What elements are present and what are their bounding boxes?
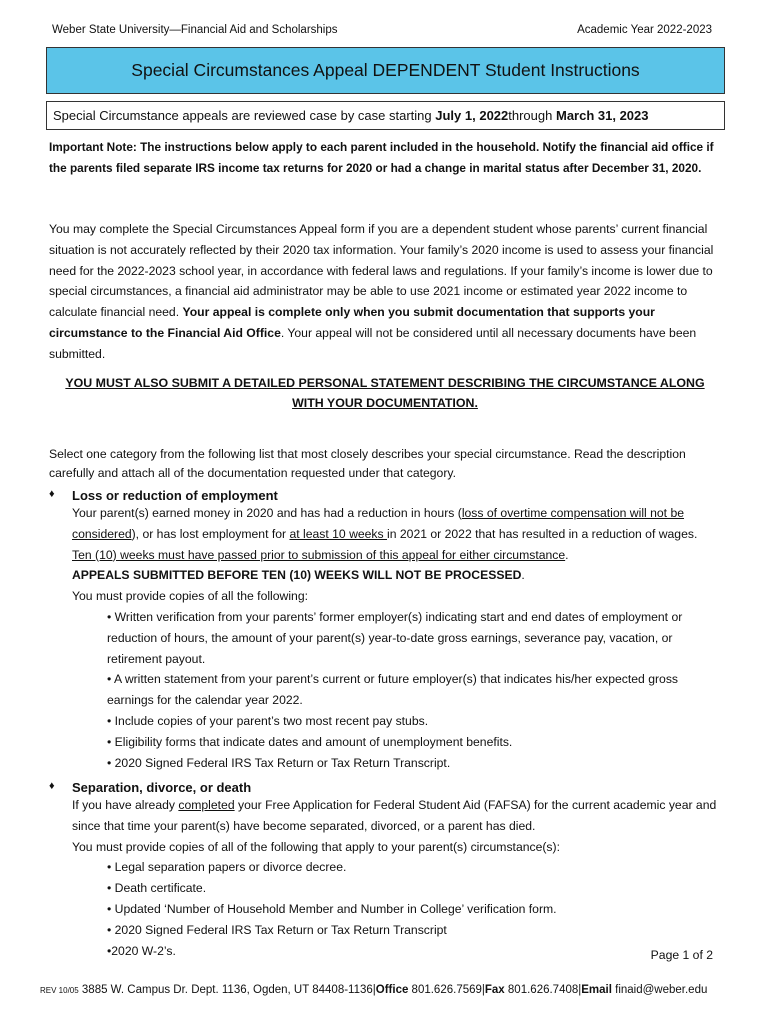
text-run: Your parent(s) earned money in 2020 and has had a reduction in hours ( bbox=[72, 506, 462, 520]
category-paragraph bbox=[72, 795, 719, 837]
revision-label: REV 10/05 bbox=[40, 986, 79, 995]
category-heading bbox=[49, 780, 719, 795]
personal-statement-notice: YOU MUST ALSO SUBMIT A DETAILED PERSONAL STATEMENT DESCRIBING THE CIRCUMSTANCE ALONG WITH YOUR DOCUMENTATION. bbox=[65, 376, 705, 410]
list-item: •2020 W-2’s. bbox=[107, 943, 176, 958]
list-item: • 2020 Signed Federal IRS Tax Return or Tax Return Transcript. bbox=[107, 755, 451, 770]
list-item: • 2020 Signed Federal IRS Tax Return or Tax Return Transcript bbox=[107, 922, 447, 937]
text-run: If you have already bbox=[72, 798, 179, 812]
list-item: • Updated ‘Number of Household Member and Number in College’ verification form. bbox=[107, 901, 557, 916]
header-institution: Weber State University—Financial Aid and Scholarships bbox=[52, 24, 338, 36]
list-item: • Eligibility forms that indicate dates and amount of unemployment benefits. bbox=[107, 734, 513, 749]
underlined-text: at least 10 weeks bbox=[289, 526, 388, 541]
text-run: . bbox=[521, 568, 525, 583]
category-loss-of-employment bbox=[49, 488, 719, 773]
diamond-bullet-icon: ♦ bbox=[49, 780, 55, 792]
list-item: • Legal separation papers or divorce decree. bbox=[107, 860, 347, 875]
review-period-mid: through bbox=[508, 108, 553, 123]
category-description bbox=[49, 503, 719, 773]
select-category-instructions: Select one category from the following list that most closely describes your special circumstance. Read the description carefully and attach all of the documentation requested under that category. bbox=[49, 447, 686, 480]
intro-text: You may complete the Special Circumstances Appeal form if you are a dependent student whose parents’ current financial situation is not accurately reflected by their 2020 tax information. Your family’s 2020 income is used to assess your financial need for the 2022-2023 school year, in accordance with federal laws and regulations. If your family’s income is lower due to special circumstances, a financial aid administrator may be able to use 2021 income or estimated year 2022 income to calculate financial need. bbox=[49, 222, 714, 320]
underlined-text: Ten (10) weeks must have passed prior to submission of this appeal for either circumstance bbox=[72, 547, 566, 562]
review-period-start: July 1, 2022 bbox=[435, 108, 509, 123]
text-run: . bbox=[565, 547, 569, 562]
category-title: Loss or reduction of employment bbox=[72, 488, 278, 503]
list-item: • A written statement from your parent’s current or future employer(s) that indicates his/her expected gross earnings for the calendar year 2022. bbox=[107, 672, 679, 708]
underlined-text: completed bbox=[178, 798, 235, 812]
intro-bold: Your appeal is complete only when you submit documentation that supports your circumstance to the Financial Aid Office bbox=[49, 305, 655, 340]
page-number: Page 1 of 2 bbox=[650, 948, 713, 962]
warning-text: APPEALS SUBMITTED BEFORE TEN (10) WEEKS WILL NOT BE PROCESSED bbox=[72, 568, 522, 583]
text-run: in 2021 or 2022 that has resulted in a reduction of wages. bbox=[387, 526, 698, 541]
intro-tail: . Your appeal will not be considered until all necessary documents have been submitted. bbox=[49, 325, 697, 361]
header-academic-year: Academic Year 2022-2023 bbox=[577, 24, 712, 36]
documents-required-label: You must provide copies of all of the following that apply to your parent(s) circumstance(s): bbox=[72, 839, 560, 854]
text-run: ), or has lost employment for bbox=[131, 526, 290, 541]
underlined-text: loss of overtime compensation will not be considered bbox=[72, 506, 685, 541]
diamond-bullet-icon: ♦ bbox=[49, 488, 55, 500]
fax-label: Fax bbox=[484, 984, 505, 996]
fax-number: 801.626.7408| bbox=[504, 984, 582, 996]
page-title: Special Circumstances Appeal DEPENDENT Student Instructions bbox=[46, 47, 725, 94]
page-footer bbox=[40, 984, 707, 996]
list-item: • Include copies of your parent’s two most recent pay stubs. bbox=[107, 713, 429, 728]
category-description bbox=[49, 795, 719, 961]
review-period-prefix: Special Circumstance appeals are reviewed case by case starting bbox=[53, 108, 432, 123]
category-title: Separation, divorce, or death bbox=[72, 780, 252, 795]
office-label: Office bbox=[375, 984, 409, 996]
review-period-box bbox=[46, 101, 725, 130]
documents-required-label: You must provide copies of all the following: bbox=[72, 589, 308, 604]
email-address: finaid@weber.edu bbox=[611, 984, 708, 996]
processing-warning bbox=[72, 565, 719, 586]
category-paragraph bbox=[72, 503, 719, 565]
documents-list bbox=[72, 857, 719, 961]
list-item: • Death certificate. bbox=[107, 881, 207, 896]
office-phone: 801.626.7569| bbox=[408, 984, 485, 996]
documents-list bbox=[72, 607, 719, 773]
category-separation-divorce-death bbox=[49, 780, 719, 961]
list-item: • Written verification from your parents’ former employer(s) indicating start and end dates of employment or reduction of hours, the amount of your parent(s) year-to-date gross earnings, severance pay, vacation, or retirement payout. bbox=[107, 609, 683, 666]
important-note: Important Note: The instructions below apply to each parent included in the household. Notify the financial aid office if the parents filed separate IRS income tax returns for 2020 or had a change in marital status after December 31, 2020. bbox=[49, 140, 714, 175]
page-header bbox=[52, 24, 712, 36]
text-run: your Free Application for Federal Student Aid (FAFSA) for the current academic year and since that time your parent(s) have become separated, divorced, or a parent has died. bbox=[72, 798, 717, 833]
footer-address: 3885 W. Campus Dr. Dept. 1136, Ogden, UT 84408-1136| bbox=[78, 984, 376, 996]
category-heading bbox=[49, 488, 719, 503]
email-label: Email bbox=[581, 984, 612, 996]
intro-paragraph bbox=[49, 219, 719, 365]
review-period-end: March 31, 2023 bbox=[555, 108, 649, 123]
